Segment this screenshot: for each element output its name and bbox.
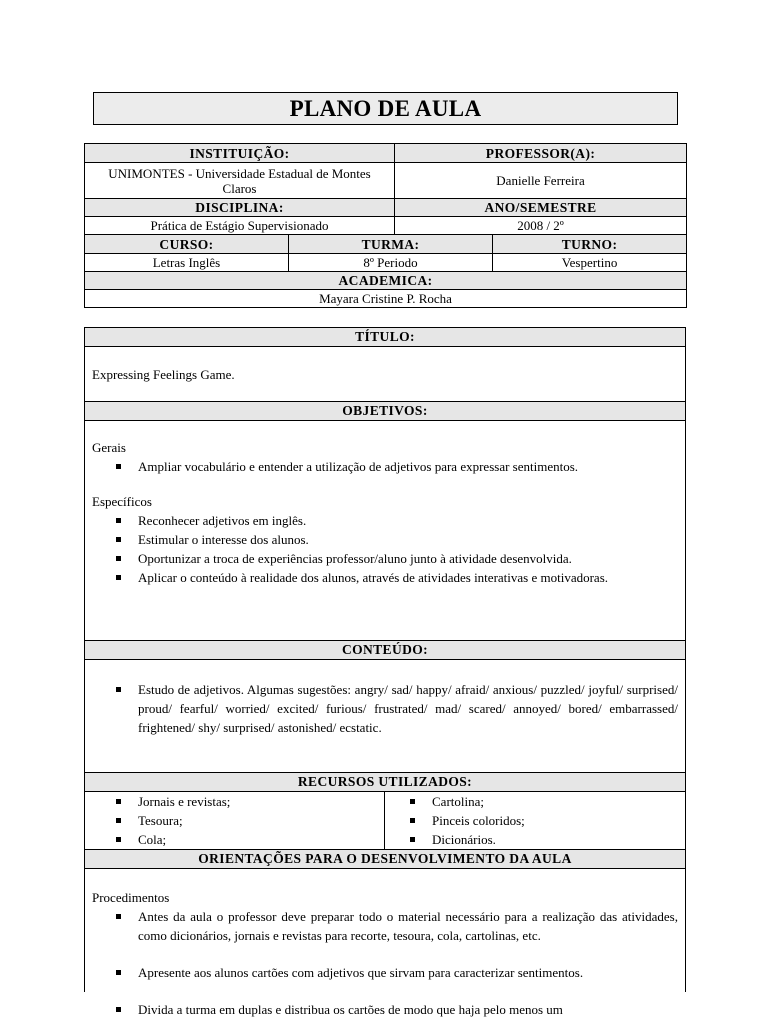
list-item: Estudo de adjetivos. Algumas sugestões: angry/ sad/ happy/ afraid/ anxious/ puzzled/ joyful/ surprised/ proud/ fearful/ worried/ excited/ furious/ frustrated/ mad/ scared/ annoyed/ bored/ embarrassed/ frightened/ shy/ surprised/ astonished/ ecstatic. bbox=[92, 680, 678, 737]
info-table bbox=[84, 143, 686, 308]
instituicao-label: INSTITUIÇÃO: bbox=[85, 144, 395, 163]
objetivos-section bbox=[85, 421, 685, 640]
titulo-section bbox=[85, 347, 685, 401]
list-item: Jornais e revistas; bbox=[92, 792, 384, 811]
list-item: Tesoura; bbox=[92, 811, 384, 830]
especificos-label: Específicos bbox=[92, 494, 152, 509]
document-title-text: PLANO DE AULA bbox=[289, 95, 482, 121]
especificos-list bbox=[92, 511, 678, 587]
recursos-left-column bbox=[85, 792, 384, 849]
recursos-right-column bbox=[384, 792, 685, 849]
document-title bbox=[93, 92, 678, 125]
list-item: Dicionários. bbox=[386, 830, 685, 849]
curso-value: Letras Inglês bbox=[85, 254, 289, 272]
turno-label: TURNO: bbox=[493, 235, 687, 254]
recursos-section bbox=[85, 792, 685, 850]
disciplina-value: Prática de Estágio Supervisionado bbox=[85, 217, 395, 235]
procedimentos-list bbox=[92, 907, 678, 1019]
academica-value: Mayara Cristine P. Rocha bbox=[85, 290, 687, 308]
curso-label: CURSO: bbox=[85, 235, 289, 254]
titulo-value: Expressing Feelings Game. bbox=[92, 366, 235, 382]
list-item: Cartolina; bbox=[386, 792, 685, 811]
instituicao-value: UNIMONTES - Universidade Estadual de Montes Claros bbox=[85, 163, 395, 199]
titulo-header: TÍTULO: bbox=[85, 328, 685, 347]
conteudo-section bbox=[85, 660, 685, 772]
turma-label: TURMA: bbox=[289, 235, 493, 254]
conteudo-list bbox=[92, 680, 678, 737]
recursos-header: RECURSOS UTILIZADOS: bbox=[85, 772, 685, 792]
list-item: Apresente aos alunos cartões com adjetivos que sirvam para caracterizar sentimentos. bbox=[92, 963, 678, 982]
list-item: Estimular o interesse dos alunos. bbox=[92, 530, 678, 549]
procedimentos-label: Procedimentos bbox=[92, 890, 170, 905]
academica-label: ACADEMICA: bbox=[85, 272, 687, 290]
professor-label: PROFESSOR(A): bbox=[395, 144, 687, 163]
list-item: Pinceis coloridos; bbox=[386, 811, 685, 830]
list-item: Aplicar o conteúdo à realidade dos alunos, através de atividades interativas e motivadoras. bbox=[92, 568, 678, 587]
list-item: Ampliar vocabulário e entender a utilização de adjetivos para expressar sentimentos. bbox=[92, 457, 678, 476]
orientacoes-header: ORIENTAÇÕES PARA O DESENVOLVIMENTO DA AULA bbox=[85, 850, 685, 869]
professor-value: Danielle Ferreira bbox=[395, 163, 687, 199]
disciplina-label: DISCIPLINA: bbox=[85, 199, 395, 217]
ano-semestre-label: ANO/SEMESTRE bbox=[395, 199, 687, 217]
ano-semestre-value: 2008 / 2º bbox=[395, 217, 687, 235]
lesson-plan-body bbox=[84, 327, 686, 1017]
turno-value: Vespertino bbox=[493, 254, 687, 272]
orientacoes-section bbox=[85, 869, 685, 1019]
list-item: Cola; bbox=[92, 830, 384, 849]
objetivos-header: OBJETIVOS: bbox=[85, 401, 685, 421]
conteudo-header: CONTEÚDO: bbox=[85, 640, 685, 660]
turma-value: 8º Periodo bbox=[289, 254, 493, 272]
list-item: Oportunizar a troca de experiências professor/aluno junto à atividade desenvolvida. bbox=[92, 549, 678, 568]
list-item: Reconhecer adjetivos em inglês. bbox=[92, 511, 678, 530]
list-item: Divida a turma em duplas e distribua os cartões de modo que haja pelo menos um bbox=[92, 1000, 678, 1019]
gerais-list bbox=[92, 457, 678, 476]
list-item: Antes da aula o professor deve preparar todo o material necessário para a realização das atividades, como dicionários, jornais e revistas para recorte, tesoura, cola, cartolinas, etc. bbox=[92, 907, 678, 945]
gerais-label: Gerais bbox=[92, 440, 126, 455]
